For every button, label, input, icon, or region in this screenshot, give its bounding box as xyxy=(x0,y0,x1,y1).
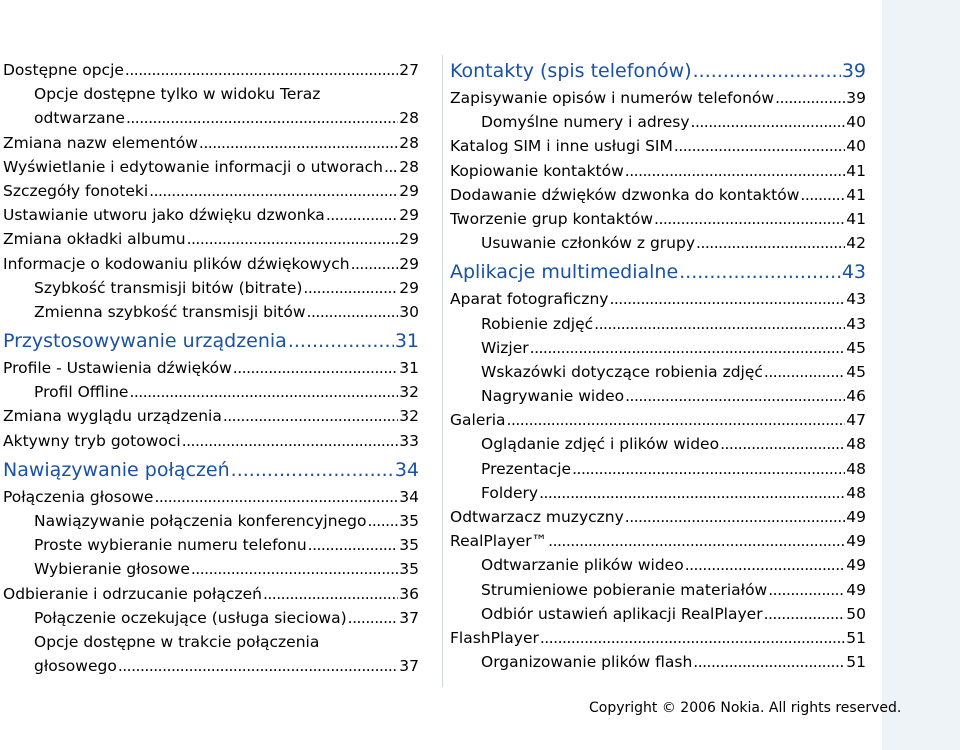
toc-entry-title: Prezentacje xyxy=(481,459,572,478)
toc-entry[interactable] xyxy=(3,227,419,251)
dot-leader xyxy=(625,505,845,529)
section-title: Przystosowywanie urządzenia xyxy=(3,330,287,353)
toc-page-number: 49 xyxy=(846,580,866,599)
toc-page-number: 36 xyxy=(399,584,419,603)
toc-entry[interactable] xyxy=(3,203,419,227)
toc-entry[interactable] xyxy=(3,179,419,203)
toc-entry[interactable] xyxy=(450,159,866,183)
dot-leader xyxy=(548,529,845,553)
toc-page-number: 29 xyxy=(399,278,419,297)
toc-page-number: 43 xyxy=(846,314,866,333)
toc-entry[interactable] xyxy=(3,58,419,82)
toc-entry-title: Zmiana nazw elementów xyxy=(3,133,198,152)
dot-leader xyxy=(625,159,845,183)
toc-section-heading[interactable] xyxy=(3,328,419,354)
toc-entry-title: Dostępne opcje xyxy=(3,61,124,79)
toc-page-number: 33 xyxy=(399,431,419,450)
toc-page-number: 41 xyxy=(846,161,866,180)
toc-entry-title: Wyświetlanie i edytowanie informacji o utworach xyxy=(3,157,383,176)
toc-page-number: 35 xyxy=(399,536,419,555)
dot-leader xyxy=(326,203,398,227)
dot-leader xyxy=(187,227,399,251)
toc-page-number: 29 xyxy=(399,254,419,273)
dot-leader xyxy=(507,408,846,432)
toc-entry[interactable] xyxy=(450,231,866,255)
toc-entry[interactable] xyxy=(450,384,866,408)
toc-entry[interactable] xyxy=(3,404,419,428)
toc-entry[interactable] xyxy=(450,578,866,602)
toc-entry-line: Opcje dostępne tylko w widoku Teraz xyxy=(34,85,321,104)
toc-entry-title: Organizowanie plików flash xyxy=(481,653,693,672)
toc-entry-title: Galeria xyxy=(450,411,506,430)
toc-page-number: 48 xyxy=(846,459,866,478)
toc-entry[interactable] xyxy=(3,106,419,130)
toc-page-number: 31 xyxy=(394,330,419,353)
dot-leader xyxy=(351,252,399,276)
dot-leader xyxy=(367,509,398,533)
toc-page-number: 50 xyxy=(846,604,866,623)
dot-leader xyxy=(191,557,398,581)
toc-entry[interactable] xyxy=(450,602,866,626)
dot-leader xyxy=(233,356,398,380)
toc-page-number: 43 xyxy=(841,261,866,284)
toc-entry[interactable] xyxy=(3,582,419,606)
toc-entry[interactable] xyxy=(450,183,866,207)
toc-entry-title: Ustawianie utworu jako dźwięku dzwonka xyxy=(3,206,325,225)
dot-leader xyxy=(654,207,845,231)
toc-page-number: 45 xyxy=(846,338,866,357)
toc-page-number: 27 xyxy=(399,61,419,79)
toc-page-number: 49 xyxy=(846,508,866,526)
toc-page-number: 51 xyxy=(846,653,866,672)
toc-page-number: 46 xyxy=(846,387,866,406)
toc-page-number: 29 xyxy=(399,206,419,225)
toc-page-number: 41 xyxy=(846,185,866,204)
toc-page-number: 28 xyxy=(399,133,419,152)
dot-leader xyxy=(307,300,399,324)
toc-page-number: 48 xyxy=(846,483,866,502)
toc-entry[interactable] xyxy=(3,606,419,630)
toc-entry[interactable] xyxy=(3,300,419,324)
dot-leader xyxy=(288,328,394,354)
toc-entry[interactable] xyxy=(450,207,866,231)
toc-entry-title: Wskazówki dotyczące robienia zdjęć xyxy=(481,362,763,381)
dot-leader xyxy=(223,404,398,428)
dot-leader xyxy=(129,380,398,404)
toc-entry-title: Szczegóły fonoteki xyxy=(3,181,149,200)
toc-entry[interactable] xyxy=(450,287,866,311)
dot-leader xyxy=(231,457,394,483)
toc-entry[interactable] xyxy=(3,276,419,300)
toc-page-number: 35 xyxy=(399,512,419,530)
dot-leader xyxy=(800,183,845,207)
dot-leader xyxy=(540,626,845,650)
dot-leader xyxy=(594,312,845,336)
toc-section-heading[interactable] xyxy=(450,259,866,285)
copyright-footer: Copyright © 2006 Nokia. All rights reserved. xyxy=(589,700,902,716)
dot-leader xyxy=(118,654,398,678)
toc-entry-title: Usuwanie członków z grupy xyxy=(481,234,696,253)
toc-entry-title: Profil Offline xyxy=(34,383,129,402)
toc-page-number: 30 xyxy=(399,302,419,321)
toc-entry-title: Zmienna szybkość transmisji bitów xyxy=(34,302,306,321)
toc-entry-title: Oglądanie zdjęć i plików wideo xyxy=(481,435,720,454)
toc-entry-title: Robienie zdjęć xyxy=(481,314,594,333)
dot-leader xyxy=(125,58,398,82)
dot-leader xyxy=(693,58,841,84)
toc-left-column xyxy=(3,58,419,678)
dot-leader xyxy=(691,110,846,134)
toc-page-number: 29 xyxy=(399,181,419,200)
dot-leader xyxy=(764,602,846,626)
dot-leader xyxy=(308,533,399,557)
dot-leader xyxy=(764,360,845,384)
column-divider xyxy=(442,55,443,687)
toc-entry-title: Profile - Ustawienia dźwięków xyxy=(3,359,232,378)
toc-entry[interactable] xyxy=(3,557,419,581)
toc-page-number: 43 xyxy=(846,290,866,309)
dot-leader xyxy=(126,106,398,130)
toc-entry[interactable] xyxy=(3,654,419,678)
toc-entry-line: Opcje dostępne w trakcie połączenia xyxy=(34,632,320,651)
section-title: Nawiązywanie połączeń xyxy=(3,458,230,481)
toc-page-number: 49 xyxy=(846,532,866,551)
toc-entry-title: Zapisywanie opisów i numerów telefonów xyxy=(450,89,775,107)
dot-leader xyxy=(539,481,845,505)
dot-leader xyxy=(199,131,398,155)
toc-page-number: 35 xyxy=(399,560,419,579)
toc-entry-title: Odtwarzacz muzyczny xyxy=(450,508,624,526)
toc-entry-title: Kopiowanie kontaktów xyxy=(450,161,624,180)
section-title: Aplikacje multimedialne xyxy=(450,261,679,284)
dot-leader xyxy=(348,606,399,630)
toc-section-heading[interactable] xyxy=(3,457,419,483)
dot-leader xyxy=(609,287,845,311)
toc-page-number: 39 xyxy=(841,60,866,82)
dot-leader xyxy=(154,485,398,509)
toc-page-number: 45 xyxy=(846,362,866,381)
toc-entry[interactable] xyxy=(3,509,419,533)
toc-page-number: 29 xyxy=(399,230,419,249)
toc-entry[interactable] xyxy=(3,533,419,557)
toc-entry[interactable] xyxy=(450,432,866,456)
toc-entry[interactable] xyxy=(3,380,419,404)
toc-entry[interactable] xyxy=(450,360,866,384)
toc-entry-title: Tworzenie grup kontaktów xyxy=(450,209,654,228)
toc-page-number: 34 xyxy=(399,487,419,506)
dot-leader xyxy=(679,259,841,285)
toc-entry-title: RealPlayer™ xyxy=(450,532,548,551)
toc-section-heading[interactable] xyxy=(450,58,866,84)
toc-entry-title: Aparat fotograficzny xyxy=(450,290,609,309)
dot-leader xyxy=(530,336,846,360)
toc-entry[interactable] xyxy=(450,505,866,529)
dot-leader xyxy=(768,578,845,602)
toc-page-number: 37 xyxy=(399,608,419,627)
toc-entry[interactable] xyxy=(3,131,419,155)
toc-page-number: 31 xyxy=(399,359,419,378)
dot-leader xyxy=(149,179,398,203)
toc-entry[interactable] xyxy=(3,485,419,509)
toc-entry[interactable] xyxy=(3,252,419,276)
toc-entry-title: Wizjer xyxy=(481,338,529,357)
toc-entry-title: Informacje o kodowaniu plików dźwiękowych xyxy=(3,254,350,273)
toc-entry[interactable] xyxy=(450,481,866,505)
toc-entry-title: Dodawanie dźwięków dzwonka do kontaktów xyxy=(450,185,800,204)
dot-leader xyxy=(674,134,845,158)
toc-entry-title: Nawiązywanie połączenia konferencyjnego xyxy=(34,512,367,530)
page-edge-band xyxy=(882,0,960,750)
toc-entry[interactable] xyxy=(450,457,866,481)
toc-page-number: 49 xyxy=(846,556,866,575)
dot-leader xyxy=(720,432,845,456)
toc-entry[interactable] xyxy=(450,134,866,158)
toc-page-number: 40 xyxy=(846,137,866,156)
toc-entry[interactable] xyxy=(450,86,866,110)
dot-leader xyxy=(625,384,845,408)
toc-entry-title: Nagrywanie wideo xyxy=(481,387,625,406)
toc-page-number: 42 xyxy=(846,234,866,253)
toc-entry-title: Zmiana okładki albumu xyxy=(3,230,186,249)
toc-page-number: 32 xyxy=(399,383,419,402)
toc-entry[interactable] xyxy=(3,429,419,453)
toc-entry-title: Strumieniowe pobieranie materiałów xyxy=(481,580,768,599)
dot-leader xyxy=(384,155,398,179)
toc-page-number: 48 xyxy=(846,435,866,454)
toc-page-number: 32 xyxy=(399,407,419,426)
toc-page-number: 39 xyxy=(846,89,866,107)
toc-entry-title: Szybkość transmisji bitów (bitrate) xyxy=(34,278,303,297)
toc-entry-title: Zmiana wyglądu urządzenia xyxy=(3,407,222,426)
toc-entry-title: głosowego xyxy=(34,657,117,676)
dot-leader xyxy=(696,231,845,255)
toc-page-number: 34 xyxy=(394,458,419,481)
toc-entry-title: Proste wybieranie numeru telefonu xyxy=(34,536,307,555)
toc-entry[interactable] xyxy=(450,312,866,336)
toc-entry-title: Katalog SIM i inne usługi SIM xyxy=(450,137,673,156)
toc-page-number: 47 xyxy=(846,411,866,430)
toc-right-column xyxy=(450,58,866,674)
toc-entry-title: Domyślne numery i adresy xyxy=(481,113,690,132)
dot-leader xyxy=(263,582,398,606)
dot-leader xyxy=(775,86,845,110)
toc-entry[interactable] xyxy=(450,336,866,360)
toc-entry-title: Odtwarzanie plików wideo xyxy=(481,556,684,575)
toc-page-number: 51 xyxy=(846,628,866,647)
toc-entry-title: Wybieranie głosowe xyxy=(34,560,190,579)
toc-entry[interactable] xyxy=(3,356,419,380)
toc-entry-title: odtwarzane xyxy=(34,109,125,128)
section-title: Kontakty (spis telefonów) xyxy=(450,60,692,82)
toc-entry[interactable] xyxy=(450,529,866,553)
toc-entry[interactable] xyxy=(450,408,866,432)
toc-entry[interactable] xyxy=(450,110,866,134)
toc-entry-title: Foldery xyxy=(481,483,539,502)
dot-leader xyxy=(693,650,845,674)
toc-page-number: 40 xyxy=(846,113,866,132)
toc-entry-title: Połączenia głosowe xyxy=(3,487,154,506)
toc-page-number: 28 xyxy=(399,109,419,128)
toc-entry-title: Odbieranie i odrzucanie połączeń xyxy=(3,584,262,603)
toc-page-number: 28 xyxy=(399,157,419,176)
dot-leader xyxy=(685,553,846,577)
toc-entry[interactable] xyxy=(450,650,866,674)
dot-leader xyxy=(572,457,845,481)
toc-entry-title: FlashPlayer xyxy=(450,628,539,647)
toc-page-number: 41 xyxy=(846,209,866,228)
toc-entry-title: Połączenie oczekujące (usługa sieciowa) xyxy=(34,608,347,627)
dot-leader xyxy=(303,276,398,300)
dot-leader xyxy=(182,429,399,453)
toc-entry[interactable] xyxy=(3,155,419,179)
toc-entry-title: Odbiór ustawień aplikacji RealPlayer xyxy=(481,604,763,623)
toc-entry[interactable] xyxy=(450,626,866,650)
toc-entry-title: Aktywny tryb gotowoci xyxy=(3,431,181,450)
toc-page-number: 37 xyxy=(399,657,419,676)
toc-entry[interactable] xyxy=(450,553,866,577)
